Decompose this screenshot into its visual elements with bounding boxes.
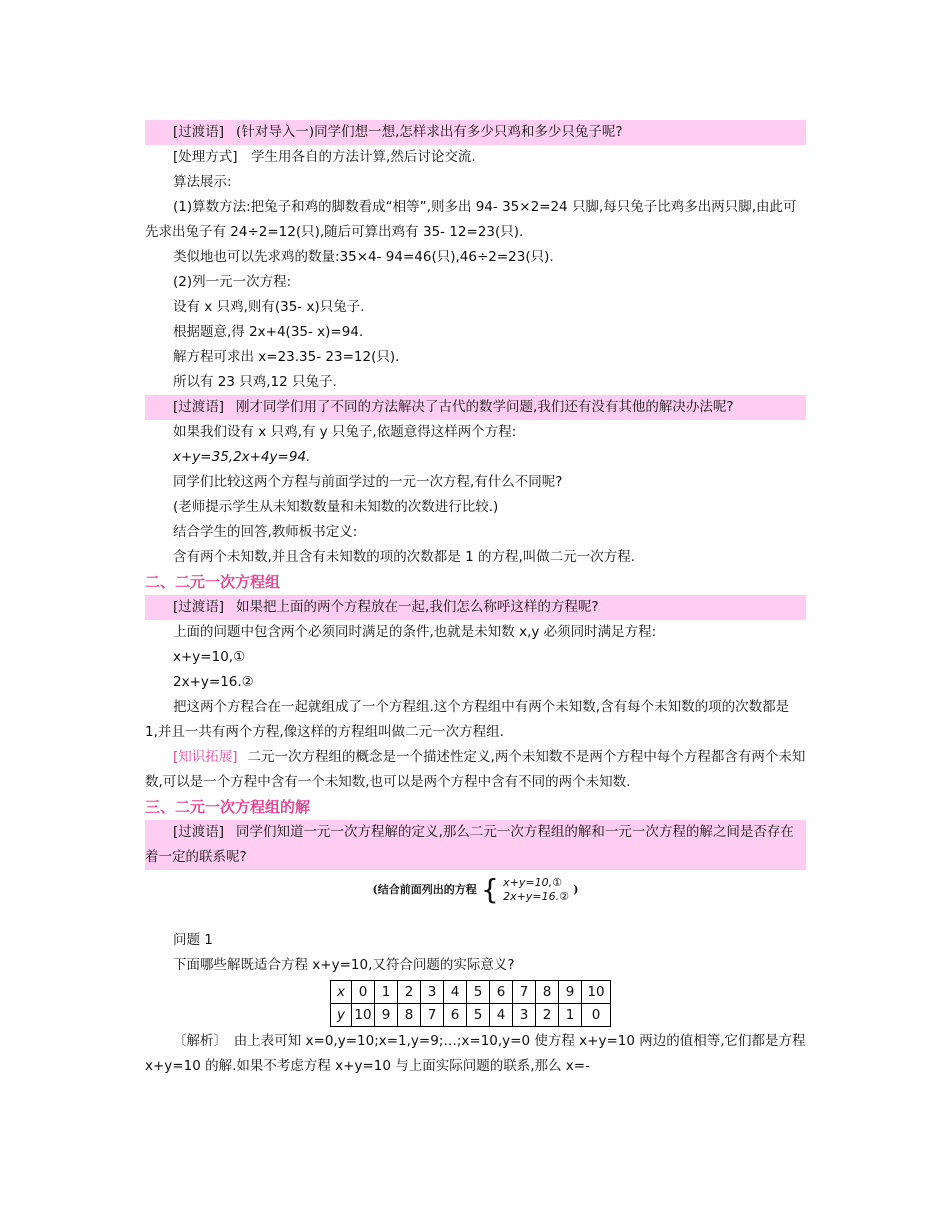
analysis-paragraph: 〔解析〕 由上表可知 x=0,y=10;x=1,y=9;…;x=10,y=0 使方程 x+y=10 两边的值相等,它们都是方程 x+y=10 的解.如果不考虑方程 x+y=10 与上面实际问题的联系,那么 x=-: [145, 1033, 806, 1074]
transition-box-3: [145, 595, 806, 620]
section-heading-3: 三、二元一次方程组的解: [145, 798, 311, 816]
table-cell: 8: [398, 1004, 421, 1027]
table-row-x: [331, 981, 611, 1004]
table-cell: 8: [536, 981, 559, 1004]
table-cell: 6: [444, 1004, 467, 1027]
table-cell: 3: [513, 1004, 536, 1027]
equation-system-figure: [145, 873, 806, 906]
paragraph: 根据题意,得 2x+4(35- x)=94.: [173, 324, 364, 340]
transition-tag: [过渡语]: [173, 824, 225, 840]
paragraph: (2)列一元一次方程:: [173, 274, 292, 290]
table-cell: 10: [352, 1004, 375, 1027]
table-cell: 1: [375, 981, 398, 1004]
transition-tag: [过渡语]: [173, 399, 225, 415]
table-cell: 1: [559, 1004, 582, 1027]
question-text: 下面哪些解既适合方程 x+y=10,又符合问题的实际意义?: [173, 957, 515, 973]
transition-box-4: [145, 820, 806, 870]
table-cell: 3: [421, 981, 444, 1004]
document-page: [145, 120, 806, 1079]
paragraph: 类似地也可以先求鸡的数量:35×4- 94=46(只),46÷2=23(只).: [173, 249, 554, 265]
stack-eq-1: x+y=10,①: [503, 876, 562, 889]
stack-eq-2: 2x+y=16.②: [503, 890, 569, 903]
table-header-x: x: [331, 981, 352, 1004]
table-cell: 5: [467, 1004, 490, 1027]
paragraph: 上面的问题中包含两个必须同时满足的条件,也就是未知数 x,y 必须同时满足方程:: [173, 624, 657, 640]
table-header-y: y: [331, 1004, 352, 1027]
table-row-y: [331, 1004, 611, 1027]
paragraph: 算法展示:: [173, 174, 232, 190]
transition-tag: [过渡语]: [173, 124, 225, 140]
table-cell: 7: [421, 1004, 444, 1027]
equation-stack: [503, 876, 569, 904]
equation-system-label: (结合前面列出的方程: [372, 883, 477, 896]
extension-text: 二元一次方程组的概念是一个描述性定义,两个未知数不是两个方程中每个方程都含有两个未知数,可以是一个方程中含有一个未知数,也可以是两个方程中含有不同的两个未知数.: [145, 749, 806, 790]
table-cell: 5: [467, 981, 490, 1004]
transition-box-2: [145, 395, 806, 420]
extension-tag: [知识拓展]: [173, 749, 238, 765]
table-cell: 7: [513, 981, 536, 1004]
transition-text: 刚才同学们用了不同的方法解决了古代的数学问题,我们还有没有其他的解决办法呢?: [236, 399, 734, 415]
section-heading-2: 二、二元一次方程组: [145, 573, 281, 591]
paragraph: 如果我们设有 x 只鸡,有 y 只兔子,依题意得这样两个方程:: [173, 424, 517, 440]
brace-icon: {: [481, 873, 499, 906]
table-cell: 0: [582, 1004, 611, 1027]
question-title: 问题 1: [173, 932, 213, 948]
equation-line: x+y=35,2x+4y=94.: [173, 449, 311, 465]
paragraph: 设有 x 只鸡,则有(35- x)只兔子.: [173, 299, 365, 315]
paragraph: [处理方式] 学生用各自的方法计算,然后讨论交流.: [173, 149, 476, 165]
table-cell: 4: [490, 1004, 513, 1027]
table-cell: 2: [398, 981, 421, 1004]
paragraph: (1)算数方法:把兔子和鸡的脚数看成“相等”,则多出 94- 35×2=24 只脚,每只兔子比鸡多出两只脚,由此可先求出兔子有 24÷2=12(只),随后可算出鸡有 35- 12=23(只).: [145, 199, 797, 240]
table-cell: 10: [582, 981, 611, 1004]
definition: 含有两个未知数,并且含有未知数的项的次数都是 1 的方程,叫做二元一次方程.: [173, 549, 636, 565]
paragraph: 所以有 23 只鸡,12 只兔子.: [173, 374, 337, 390]
transition-text: 同学们知道一元一次方程解的定义,那么二元一次方程组的解和一元一次方程的解之间是否存在着一定的联系呢?: [145, 824, 794, 865]
paragraph: (老师提示学生从未知数数量和未知数的次数进行比较.): [173, 499, 499, 515]
table-cell: 9: [559, 981, 582, 1004]
transition-text: 如果把上面的两个方程放在一起,我们怎么称呼这样的方程呢?: [236, 599, 599, 615]
solution-table: [330, 980, 611, 1027]
table-cell: 4: [444, 981, 467, 1004]
equation-1: x+y=10,①: [173, 649, 246, 665]
transition-box-1: [145, 120, 806, 145]
table-cell: 6: [490, 981, 513, 1004]
paragraph: 把这两个方程合在一起就组成了一个方程组.这个方程组中有两个未知数,含有每个未知数的项的次数都是 1,并且一共有两个方程,像这样的方程组叫做二元一次方程组.: [145, 699, 790, 740]
equation-2: 2x+y=16.②: [173, 674, 254, 690]
table-cell: 2: [536, 1004, 559, 1027]
transition-text: (针对导入一)同学们想一想,怎样求出有多少只鸡和多少只兔子呢?: [236, 124, 623, 140]
table-cell: 0: [352, 981, 375, 1004]
table-cell: 9: [375, 1004, 398, 1027]
equation-system-close: ): [573, 883, 579, 896]
paragraph: 结合学生的回答,教师板书定义:: [173, 524, 358, 540]
transition-tag: [过渡语]: [173, 599, 225, 615]
paragraph: 同学们比较这两个方程与前面学过的一元一次方程,有什么不同呢?: [173, 474, 563, 490]
knowledge-extension: [145, 745, 806, 795]
paragraph: 解方程可求出 x=23.35- 23=12(只).: [173, 349, 400, 365]
